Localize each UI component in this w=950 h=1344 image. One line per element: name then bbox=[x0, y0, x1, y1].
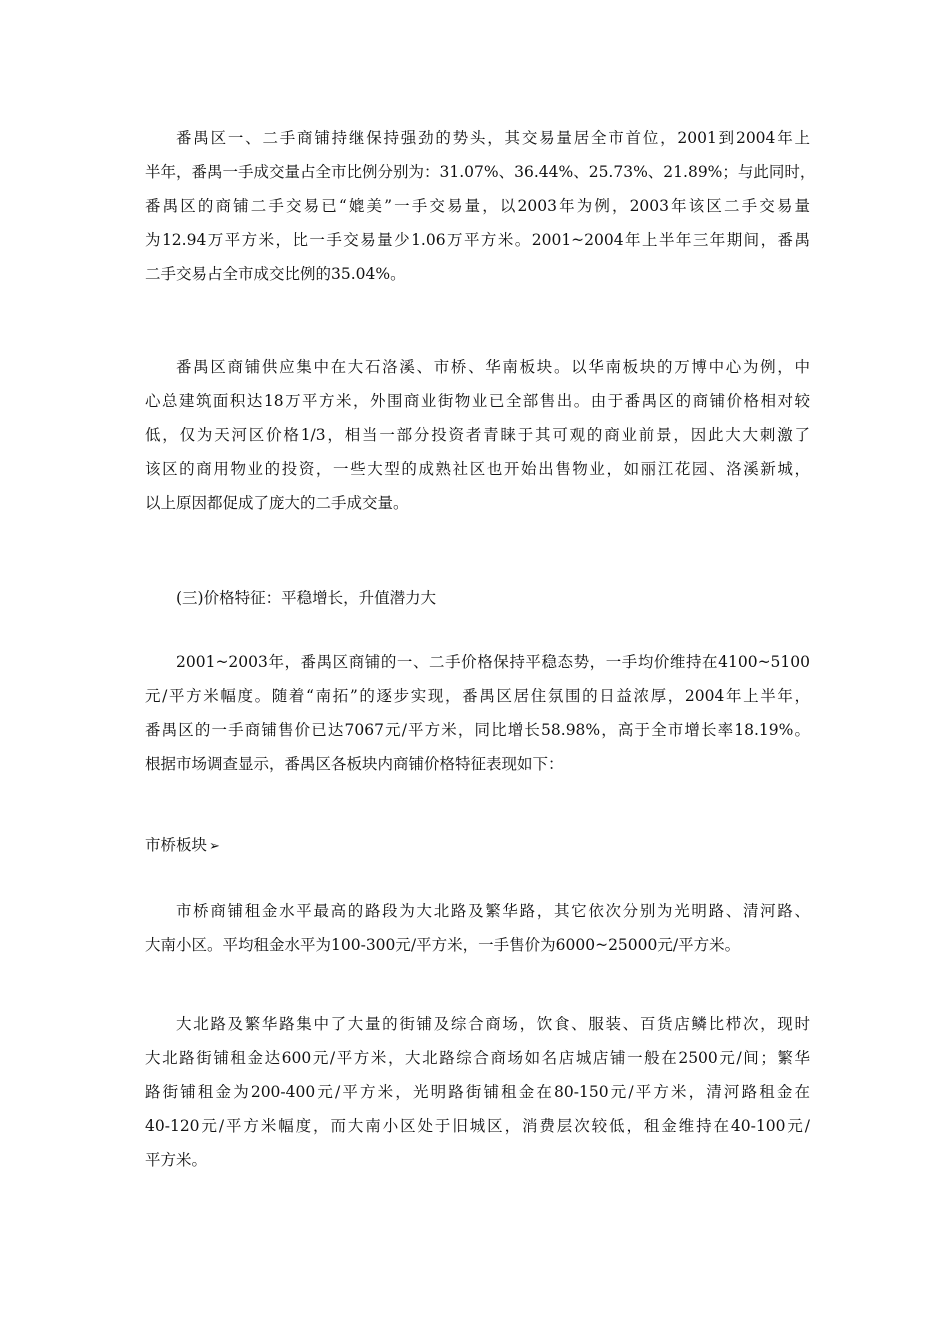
text-line: 大北路及繁华路集中了大量的街铺及综合商场，饮食、服装、百货店鳞比栉次，现时 bbox=[176, 1015, 810, 1033]
text-line: 市桥商铺租金水平最高的路段为大北路及繁华路，其它依次分别为光明路、清河路、 bbox=[176, 902, 810, 920]
paragraph-5 bbox=[145, 1007, 810, 1177]
text-line: 2001~2003年，番禺区商铺的一、二手价格保持平稳态势，一手均价维持在4100~5100 bbox=[176, 653, 810, 671]
paragraph-2 bbox=[145, 350, 810, 520]
paragraph-3 bbox=[145, 645, 810, 781]
text-line: 40-120元/平方米幅度，而大南小区处于旧城区，消费层次较低，租金维持在40-100元/ bbox=[145, 1117, 810, 1135]
text-line: 二手交易占全市成交比例的35.04%。 bbox=[145, 265, 406, 283]
text-line: 根据市场调查显示，番禺区各板块内商铺价格特征表现如下： bbox=[145, 755, 564, 773]
subsection-heading bbox=[145, 828, 810, 862]
text-line: 番禺区一、二手商铺持继保持强劲的势头，其交易量居全市首位，2001到2004年上 bbox=[176, 129, 810, 147]
text-line: 路街铺租金为200-400元/平方米，光明路街铺租金在80-150元/平方米，清河路租金在 bbox=[145, 1083, 810, 1101]
text-line: 元/平方米幅度。随着“南拓”的逐步实现，番禺区居住氛围的日益浓厚，2004年上半年， bbox=[145, 687, 810, 705]
text-line: 以上原因都促成了庞大的二手成交量。 bbox=[145, 494, 409, 512]
text-line: 大南小区。平均租金水平为100-300元/平方米，一手售价为6000~25000元/平方米。 bbox=[145, 936, 741, 954]
section-heading bbox=[145, 581, 810, 615]
arrow-bullet-icon: ➢ bbox=[209, 839, 220, 854]
heading-line: (三)价格特征：平稳增长，升值潜力大 bbox=[176, 589, 437, 607]
text-line: 心总建筑面积达18万平方米，外围商业街物业已全部售出。由于番禺区的商铺价格相对较 bbox=[145, 392, 810, 410]
text-line: 为12.94万平方米，比一手交易量少1.06万平方米。2001~2004年上半年三年期间，番禺 bbox=[145, 231, 810, 249]
text-line: 平方米。 bbox=[145, 1151, 208, 1169]
paragraph-1 bbox=[145, 121, 816, 291]
text-line: 大北路街铺租金达600元/平方米，大北路综合商场如名店城店铺一般在2500元/间；繁华 bbox=[145, 1049, 810, 1067]
text-line: 番禺区的商铺二手交易已“媲美”一手交易量，以2003年为例，2003年该区二手交易量 bbox=[145, 197, 810, 215]
paragraph-4 bbox=[145, 894, 810, 962]
text-line: 番禺区商铺供应集中在大石洛溪、市桥、华南板块。以华南板块的万博中心为例，中 bbox=[176, 358, 810, 376]
text-line: 该区的商用物业的投资，一些大型的成熟社区也开始出售物业，如丽江花园、洛溪新城， bbox=[145, 460, 810, 478]
heading-line bbox=[145, 828, 810, 862]
text-line: 番禺区的一手商铺售价已达7067元/平方米，同比增长58.98%，高于全市增长率18.19%。 bbox=[145, 721, 810, 739]
text-line: 低，仅为天河区价格1/3，相当一部分投资者青睐于其可观的商业前景，因此大大刺激了 bbox=[145, 426, 810, 444]
heading-text: 市桥板块 bbox=[145, 836, 208, 854]
text-line: 半年，番禺一手成交量占全市比例分别为：31.07%、36.44%、25.73%、21.89%；与此同时， bbox=[145, 163, 816, 181]
